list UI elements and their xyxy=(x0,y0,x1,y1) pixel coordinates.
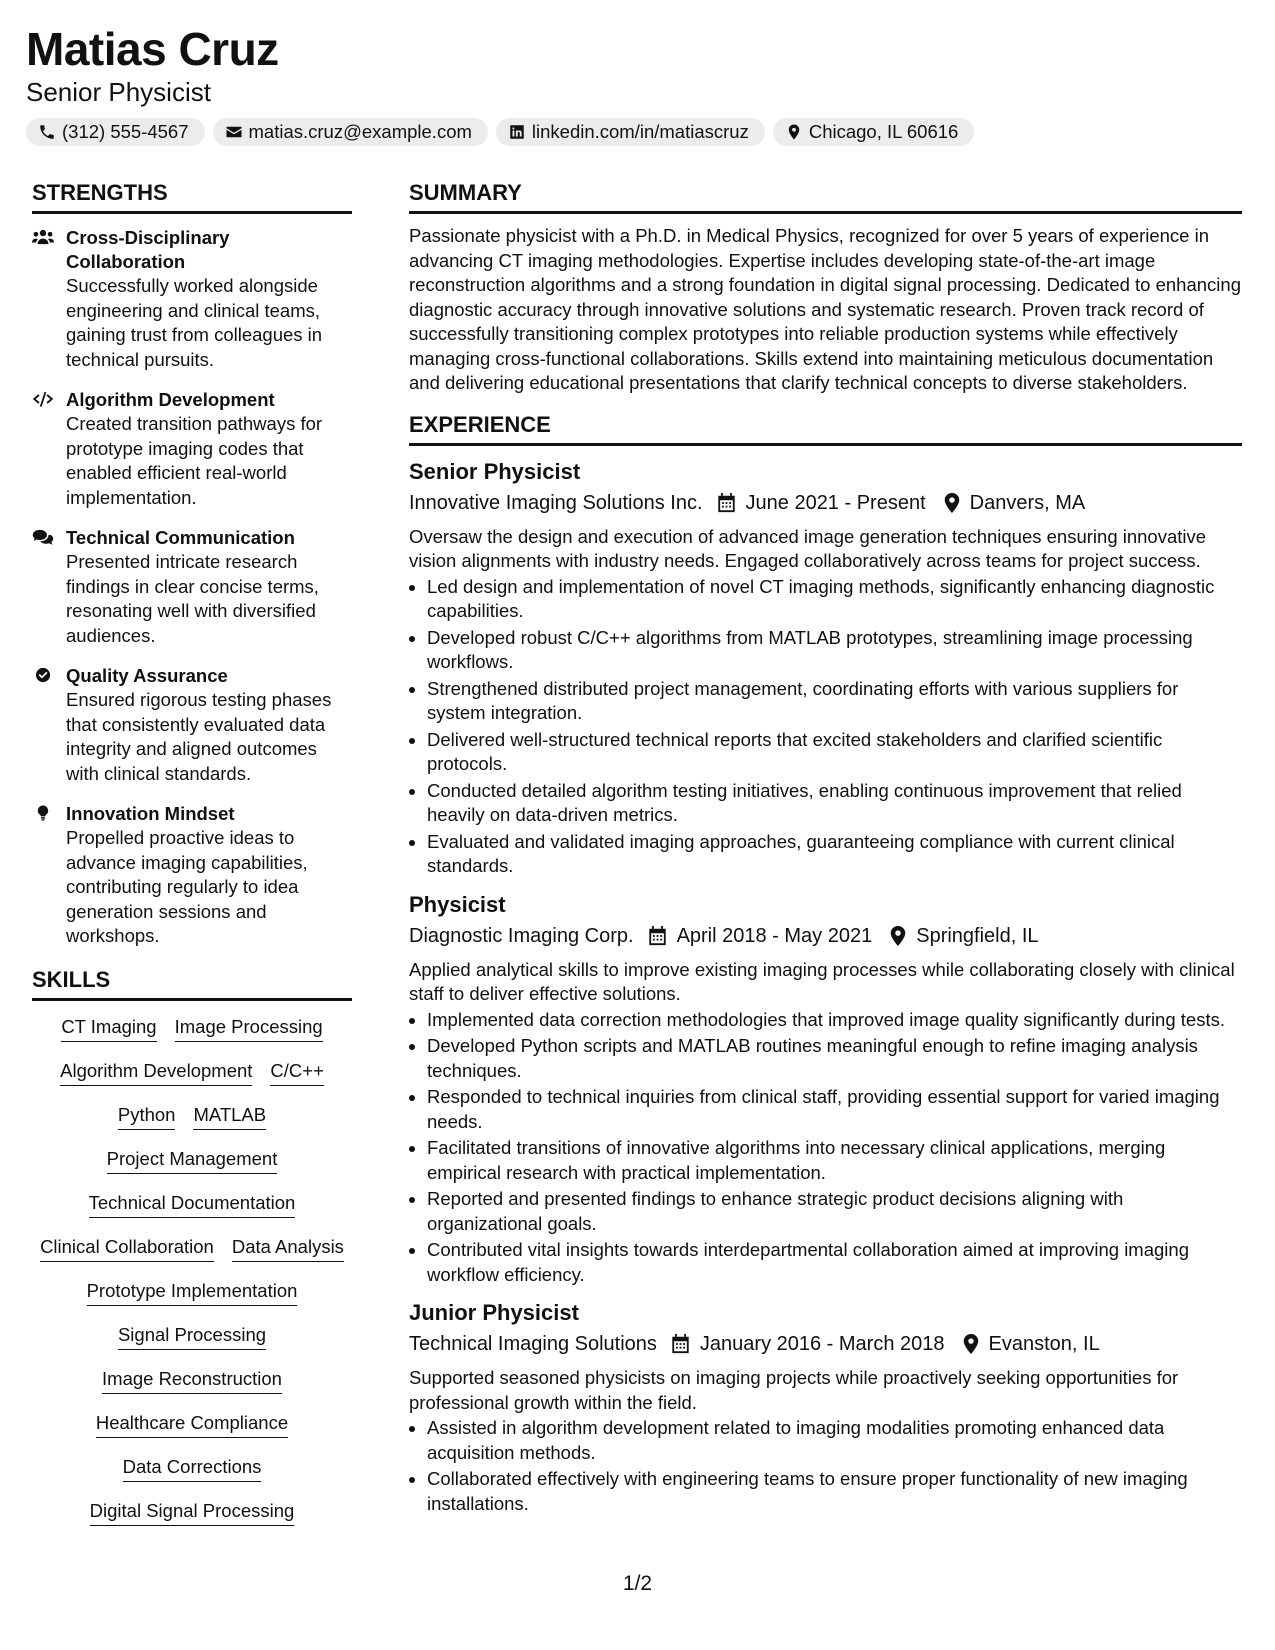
job-entry xyxy=(409,891,1242,1288)
bullet-item: • Led design and implementation of novel CT imaging methods, significantly enhancing diagnostic capabilities. xyxy=(427,575,1242,624)
calendar-icon xyxy=(648,926,667,946)
job-company: Innovative Imaging Solutions Inc. xyxy=(409,491,703,514)
summary-heading: SUMMARY xyxy=(409,178,1242,214)
strength-name: Quality Assurance xyxy=(66,665,228,686)
bullet-item: • Developed Python scripts and MATLAB routines meaningful enough to refine imaging analysis techniques. xyxy=(427,1034,1242,1083)
job-location: Springfield, IL xyxy=(916,924,1039,947)
strength-name: Technical Communication xyxy=(66,527,295,548)
bullet-item: • Delivered well-structured technical reports that excited stakeholders and clarified scientific protocols. xyxy=(427,728,1242,777)
calendar-icon xyxy=(717,493,736,513)
strength-name: Algorithm Development xyxy=(66,389,275,410)
linkedin-icon xyxy=(508,123,526,141)
job-bullets xyxy=(409,1416,1242,1516)
job-bullets xyxy=(409,575,1242,879)
job-title: Physicist xyxy=(409,891,506,917)
skill-tag: Image Reconstruction xyxy=(102,1367,282,1394)
job-dates: June 2021 - Present xyxy=(745,491,926,514)
phone-icon xyxy=(38,123,56,141)
skills-heading: SKILLS xyxy=(32,965,352,1001)
strength-desc: Ensured rigorous testing phases that consistently evaluated data integrity and aligned outcomes with clinical standards. xyxy=(66,689,332,784)
contact-location-text: Chicago, IL 60616 xyxy=(808,121,959,142)
check-circle-icon xyxy=(32,666,54,684)
skill-tag: Technical Documentation xyxy=(89,1191,296,1218)
job-meta xyxy=(409,922,1242,950)
skill-tag: Data Analysis xyxy=(232,1235,344,1262)
skill-tag: Image Processing xyxy=(175,1015,323,1042)
resume-header xyxy=(26,22,1249,146)
candidate-name: Matias Cruz xyxy=(26,23,279,75)
skill-tag: Healthcare Compliance xyxy=(96,1411,288,1438)
job-entry xyxy=(409,458,1242,879)
bullet-item: • Reported and presented findings to enhance strategic product decisions aligning with organizational goals. xyxy=(427,1187,1242,1236)
job-bullets xyxy=(409,1008,1242,1288)
contact-email-text: matias.cruz@example.com xyxy=(248,121,472,142)
contact-linkedin-text: linkedin.com/in/matiascruz xyxy=(531,121,749,142)
bullet-item: • Contributed vital insights towards interdepartmental collaboration aimed at improving imaging workflow efficiency. xyxy=(427,1238,1242,1287)
contact-location xyxy=(773,118,974,146)
job-location: Danvers, MA xyxy=(969,491,1086,514)
skill-tag: Project Management xyxy=(107,1147,278,1174)
users-icon xyxy=(32,228,54,246)
skill-tag: Python xyxy=(118,1103,176,1130)
skill-tag: Data Corrections xyxy=(123,1455,262,1482)
experience-heading: EXPERIENCE xyxy=(409,410,1242,446)
job-meta xyxy=(409,1330,1242,1358)
contact-linkedin[interactable] xyxy=(496,118,765,146)
skill-tag: Clinical Collaboration xyxy=(40,1235,214,1262)
map-pin-icon xyxy=(944,493,960,513)
skill-tag: Prototype Implementation xyxy=(87,1279,298,1306)
page-number: 1/2 xyxy=(622,1572,653,1595)
comments-icon xyxy=(32,528,54,546)
strength-item xyxy=(32,664,352,786)
bullet-item: • Developed robust C/C++ algorithms from MATLAB prototypes, streamlining image processing workflows. xyxy=(427,626,1242,675)
job-title: Senior Physicist xyxy=(409,458,581,484)
strength-desc: Propelled proactive ideas to advance imaging capabilities, contributing regularly to idea generation sessions and workshops. xyxy=(66,827,308,946)
strength-desc: Presented intricate research findings in clear concise terms, resonating well with diversified audiences. xyxy=(66,551,319,646)
job-dates: January 2016 - March 2018 xyxy=(699,1333,945,1355)
skill-tag: Algorithm Development xyxy=(60,1059,252,1086)
contact-email[interactable] xyxy=(213,118,488,146)
candidate-title: Senior Physicist xyxy=(26,77,211,107)
bullet-item: • Implemented data correction methodologies that improved image quality significantly during tests. xyxy=(427,1008,1242,1033)
job-description: Oversaw the design and execution of advanced image generation techniques ensuring innovative vision alignments with industry needs. Engaged collaboratively across teams for project success. xyxy=(409,525,1207,571)
job-location: Evanston, IL xyxy=(988,1333,1100,1355)
skills-list xyxy=(32,1015,352,1543)
strengths-heading: STRENGTHS xyxy=(32,178,352,214)
strength-name: Cross-Disciplinary Collaboration xyxy=(66,227,230,272)
map-pin-icon xyxy=(963,1334,979,1354)
job-dates: April 2018 - May 2021 xyxy=(676,924,873,947)
strength-item xyxy=(32,388,352,510)
code-icon xyxy=(32,390,54,408)
contact-bar xyxy=(26,118,1249,146)
skill-tag: MATLAB xyxy=(193,1103,266,1130)
skill-tag: Digital Signal Processing xyxy=(90,1499,295,1526)
job-entry xyxy=(409,1299,1242,1516)
strength-item xyxy=(32,802,352,949)
bullet-item: • Conducted detailed algorithm testing initiatives, enabling continuous improvement that relied heavily on data-driven metrics. xyxy=(427,779,1242,828)
job-company: Technical Imaging Solutions xyxy=(409,1333,657,1355)
bullet-item: • Assisted in algorithm development related to imaging modalities promoting enhanced data acquisition methods. xyxy=(427,1416,1242,1465)
map-pin-icon xyxy=(890,926,906,946)
bullet-item: • Responded to technical inquiries from clinical staff, providing essential support for varied imaging needs. xyxy=(427,1085,1242,1134)
summary-text: Passionate physicist with a Ph.D. in Medical Physics, recognized for over 5 years of experience in advancing CT imaging methodologies. Expertise includes developing state-of-the-art image reconstruction algorithms and a strong foundation in digital signal processing. Dedicated to enhancing diagnostic accuracy through innovative solutions and systematic research. Proven track record of successfully transitioning complex prototypes into reliable production systems while effectively managing cross-functional collaborations. Skills extend into maintaining meticulous documentation and delivering educational presentations that clarify technical concepts to diverse stakeholders. xyxy=(409,225,1241,393)
job-title: Junior Physicist xyxy=(409,1300,579,1325)
skill-tag: C/C++ xyxy=(270,1059,323,1086)
lightbulb-icon xyxy=(32,804,54,822)
job-description: Applied analytical skills to improve existing imaging processes while collaborating closely with clinical staff to deliver effective solutions. xyxy=(409,958,1235,1004)
strength-desc: Created transition pathways for prototype imaging codes that enabled efficient real-world implementation. xyxy=(66,413,323,508)
contact-phone[interactable] xyxy=(26,118,205,146)
skill-tag: Signal Processing xyxy=(118,1323,266,1350)
bullet-item: • Evaluated and validated imaging approaches, guaranteeing compliance with current clinical standards. xyxy=(427,830,1242,879)
strength-desc: Successfully worked alongside engineering and clinical teams, gaining trust from colleagues in technical pursuits. xyxy=(66,275,323,370)
job-description: Supported seasoned physicists on imaging projects while proactively seeking opportunities for professional growth within the field. xyxy=(409,1367,1179,1413)
strength-item xyxy=(32,226,352,372)
bullet-item: • Collaborated effectively with engineering teams to ensure proper functionality of new imaging installations. xyxy=(427,1467,1242,1516)
bullet-item: • Strengthened distributed project management, coordinating efforts with various suppliers for system integration. xyxy=(427,677,1242,726)
job-company: Diagnostic Imaging Corp. xyxy=(409,924,634,947)
job-meta xyxy=(409,489,1242,517)
skill-tag: CT Imaging xyxy=(61,1015,156,1042)
map-pin-icon xyxy=(785,123,803,141)
strength-name: Innovation Mindset xyxy=(66,803,235,824)
left-column xyxy=(32,178,352,1543)
envelope-icon xyxy=(225,123,243,141)
calendar-icon xyxy=(671,1334,690,1354)
right-column xyxy=(409,178,1242,1528)
bullet-item: • Facilitated transitions of innovative algorithms into necessary clinical applications, merging empirical research with practical implementation. xyxy=(427,1136,1242,1185)
contact-phone-text: (312) 555-4567 xyxy=(62,121,189,142)
strength-item xyxy=(32,526,352,648)
